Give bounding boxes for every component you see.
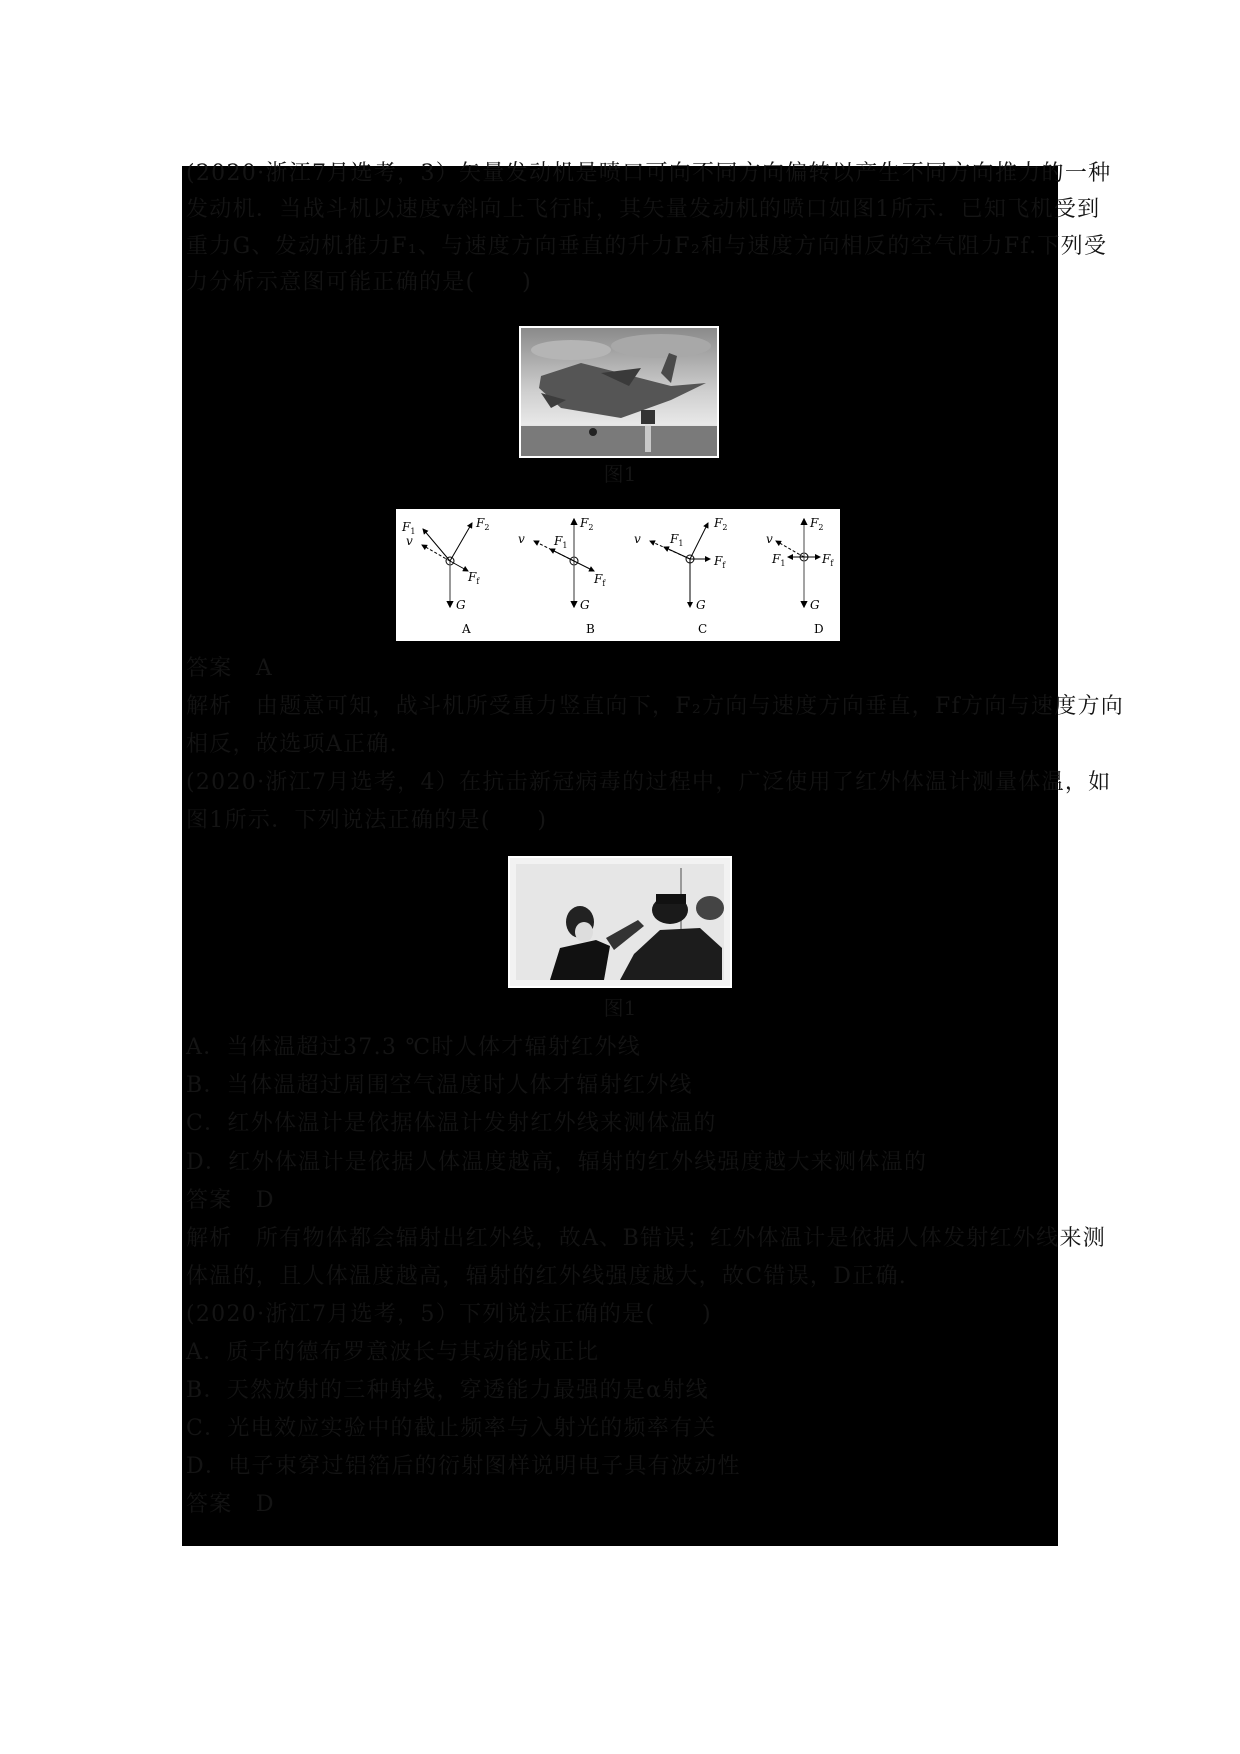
q5-option-c: C．光电效应实验中的截止频率与入射光的频率有关 — [186, 1416, 717, 1441]
diagram-b — [518, 516, 606, 636]
q4-option-b: B．当体温超过周围空气温度时人体才辐射红外线 — [186, 1073, 693, 1098]
q3-analysis-line-1: 解析 由题意可知，战斗机所受重力竖直向下，F₂方向与速度方向垂直，Ff方向与速度方向 — [186, 694, 1125, 719]
svg-text:v: v — [766, 532, 773, 546]
svg-text:v: v — [406, 534, 413, 548]
document-page — [182, 161, 1125, 1546]
q5-option-d: D．电子束穿过铝箔后的衍射图样说明电子具有波动性 — [186, 1454, 741, 1479]
force-diagram-options — [396, 509, 840, 641]
svg-text:G: G — [696, 598, 706, 612]
q4-figure-caption: 图1 — [603, 996, 637, 1020]
svg-text:F1: $F_1$ — [772, 552, 786, 568]
svg-text:F1: $F_1$ — [554, 534, 568, 550]
q3-answer: 答案 A — [186, 656, 274, 681]
svg-text:v: v — [634, 532, 641, 546]
svg-text:Ff: $F_f$ — [822, 552, 834, 568]
svg-text:F1: $F_1$ — [670, 532, 684, 548]
svg-text:F2: $F_2$ — [714, 516, 728, 532]
q3-analysis-line-2: 相反，故选项A正确. — [186, 732, 398, 757]
svg-text:G: G — [810, 598, 820, 612]
force-diagrams — [396, 509, 840, 641]
svg-text:G: G — [580, 598, 590, 612]
q4-analysis-line-2: 体温的，且人体温度越高，辐射的红外线强度越大，故C错误，D正确. — [186, 1264, 908, 1289]
q3-line-4: 力分析示意图可能正确的是( ) — [186, 270, 532, 295]
q4-line-1: (2020·浙江7月选考，4）在抗击新冠病毒的过程中，广泛使用了红外体温计测量体温，如 — [186, 770, 1112, 795]
svg-text:Ff: $F_f$ — [594, 572, 606, 588]
svg-text:F2: $F_2$ — [476, 516, 490, 532]
fighter-jet-image — [521, 328, 717, 456]
svg-text:v: v — [518, 532, 525, 546]
q3-line-2: 发动机．当战斗机以速度v斜向上飞行时，其矢量发动机的喷口如图1所示．已知飞机受到 — [186, 197, 1101, 222]
svg-text:D: D — [814, 622, 824, 636]
jet-photo — [519, 326, 719, 458]
q3-line-3: 重力G、发动机推力F₁、与速度方向垂直的升力F₂和与速度方向相反的空气阻力Ff.下列受 — [186, 234, 1108, 259]
svg-text:F2: $F_2$ — [810, 516, 824, 532]
svg-text:F2: $F_2$ — [580, 516, 594, 532]
q4-line-2: 图1所示．下列说法正确的是( ) — [186, 808, 548, 833]
q5-option-a: A．质子的德布罗意波长与其动能成正比 — [186, 1340, 600, 1365]
svg-text:F1: $F_1$ — [402, 520, 416, 536]
diagram-c — [634, 516, 727, 636]
svg-text:C: C — [698, 622, 708, 636]
thermometer-photo — [508, 856, 732, 988]
q4-analysis-line-1: 解析 所有物体都会辐射出红外线，故A、B错误；红外体温计是依据人体发射红外线来测 — [186, 1226, 1107, 1251]
q4-option-a: A．当体温超过37.3 ℃时人体才辐射红外线 — [186, 1035, 642, 1060]
diagram-d — [766, 516, 834, 636]
q4-answer: 答案 D — [186, 1188, 275, 1213]
svg-text:B: B — [586, 622, 595, 636]
q5-option-b: B．天然放射的三种射线，穿透能力最强的是α射线 — [186, 1378, 709, 1403]
q3-figure-caption: 图1 — [603, 462, 637, 486]
q5-answer: 答案 D — [186, 1492, 275, 1517]
svg-text:Ff: $F_f$ — [468, 570, 480, 586]
q4-option-d: D．红外体温计是依据人体温度越高，辐射的红外线强度越大来测体温的 — [186, 1150, 928, 1175]
temperature-check-image — [510, 858, 730, 986]
svg-text:A: A — [462, 622, 471, 636]
q5-line-1: (2020·浙江7月选考，5）下列说法正确的是( ) — [186, 1302, 712, 1327]
svg-text:Ff: $F_f$ — [714, 554, 726, 570]
q3-line-1: (2020·浙江7月选考，3）矢量发动机是喷口可向不同方向偏转以产生不同方向推力的一种 — [186, 161, 1112, 186]
svg-text:G: G — [456, 598, 466, 612]
q4-option-c: C．红外体温计是依据体温计发射红外线来测体温的 — [186, 1111, 717, 1136]
diagram-a — [401, 516, 489, 636]
